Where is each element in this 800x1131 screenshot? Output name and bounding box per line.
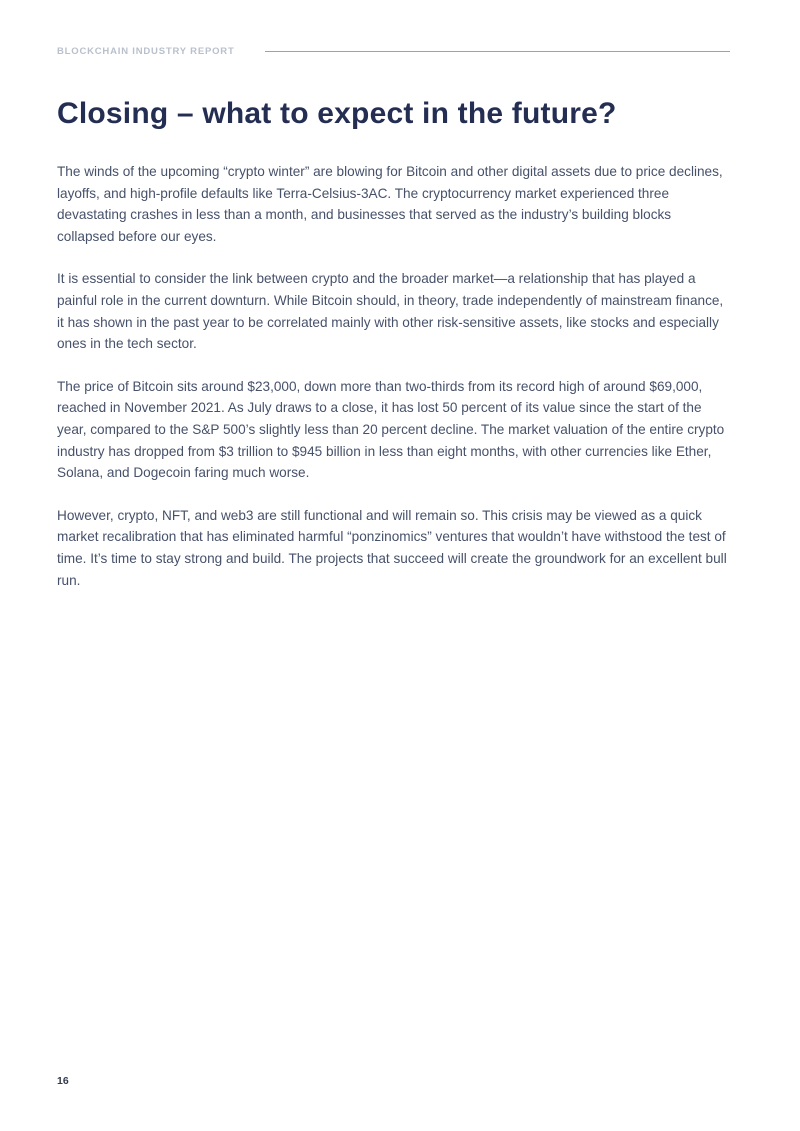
body-text (57, 161, 730, 591)
header-rule (265, 51, 730, 52)
paragraph-3: The price of Bitcoin sits around $23,000, down more than two-thirds from its record high of around $69,000, reached in November 2021. As July draws to a close, it has lost 50 percent of its value since the start of the year, compared to the S&P 500’s slightly less than 20 percent decline. The market valuation of the entire crypto industry has dropped from $3 trillion to $945 billion in less than eight months, with other currencies like Ether, Solana, and Dogecoin faring much worse. (57, 378, 725, 481)
paragraph-4: However, crypto, NFT, and web3 are still functional and will remain so. This crisis may be viewed as a quick market recalibration that has eliminated harmful “ponzinomics” ventures that wouldn’t have withstood the test of time. It’s time to stay strong and build. The projects that succeed will create the groundwork for an excellent bull run. (57, 507, 727, 588)
paragraph-1: The winds of the upcoming “crypto winter” are blowing for Bitcoin and other digital assets due to price declines, layoffs, and high-profile defaults like Terra-Celsius-3AC. The cryptocurrency market experienced three devastating crashes in less than a month, and businesses that served as the industry’s building blocks collapsed before our eyes. (57, 164, 723, 244)
page-number: 16 (57, 1075, 69, 1087)
report-header-label: BLOCKCHAIN INDUSTRY REPORT (57, 46, 235, 57)
report-header (57, 46, 730, 57)
page-title: Closing – what to expect in the future? (57, 97, 617, 130)
paragraph-2: It is essential to consider the link between crypto and the broader market—a relationship that has played a painful role in the current downturn. While Bitcoin should, in theory, trade independently of mainstream finance, it has shown in the past year to be correlated mainly with other risk-sensitive assets, like stocks and especially ones in the tech sector. (57, 271, 724, 352)
